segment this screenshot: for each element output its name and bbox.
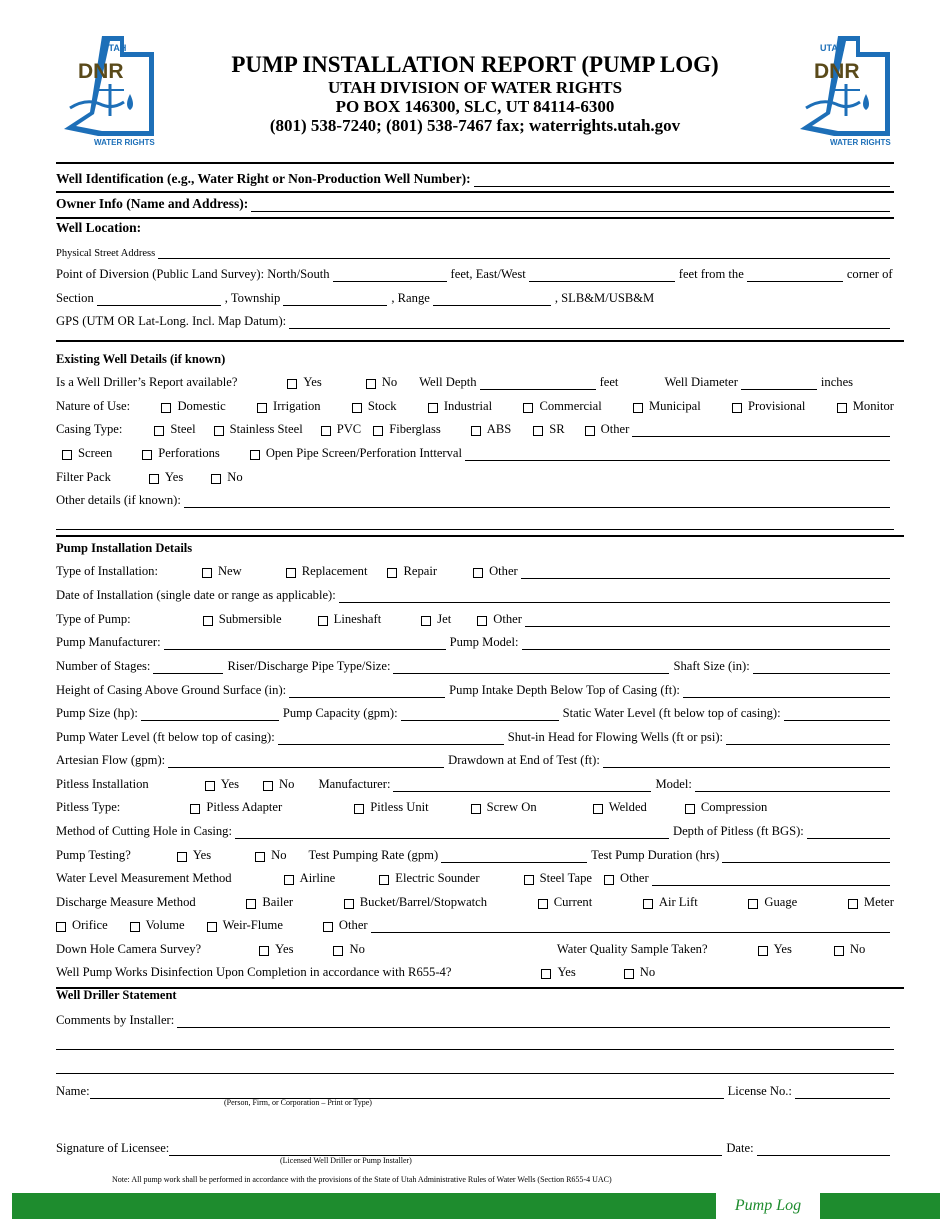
casing-other-checkbox[interactable] [585,426,595,436]
wl-other-checkbox[interactable] [604,875,614,885]
current-checkbox[interactable] [538,899,548,909]
existing-header: Existing Well Details (if known) [56,352,226,366]
compression-checkbox[interactable] [685,804,695,814]
casing-height-row: Height of Casing Above Ground Surface (in): Pump Intake Depth Below Top of Casing (ft): [56,681,894,701]
location-header: Well Location: [56,220,142,235]
guage-checkbox[interactable] [748,899,758,909]
orifice-checkbox[interactable] [56,922,66,932]
footer-label: Pump Log [734,1197,802,1214]
svg-text:DNR: DNR [78,60,124,83]
meter-checkbox[interactable] [848,899,858,909]
discharge-row-2: Orifice Volume Weir-Flume Other [56,916,894,936]
form-header [0,52,950,135]
divider [56,162,894,164]
well-depth-field[interactable] [480,389,596,390]
filter-yes-checkbox[interactable] [149,474,159,484]
other-details-field[interactable] [184,507,890,508]
pitless-manufacturer-field[interactable] [393,791,651,792]
north-south-field[interactable] [333,281,447,282]
steel-tape-checkbox[interactable] [524,875,534,885]
name-hint: (Person, Firm, or Corporation – Print or Type) [224,1098,372,1107]
air-lift-checkbox[interactable] [643,899,653,909]
section-row: Section , Township , Range , SLB&M/USB&M [56,291,655,305]
pitless-type-row: Pitless Type: Pitless Adapter Pitless Unit Screw On Welded Compression [56,800,768,814]
wl-other-field[interactable] [652,885,890,886]
artesian-flow-field[interactable] [168,767,444,768]
testing-row: Pump Testing? Yes No Test Pumping Rate (gpm) Test Pump Duration (hrs) [56,846,894,866]
intake-depth-field[interactable] [683,697,890,698]
shutin-head-field[interactable] [726,744,890,745]
pitless-unit-checkbox[interactable] [354,804,364,814]
pump-level-row: Pump Water Level (ft below top of casing): Shut-in Head for Flowing Wells (ft or psi): [56,728,894,748]
wl-method-row: Water Level Measurement Method Airline Electric Sounder Steel Tape Other [56,869,894,889]
well-diameter-field[interactable] [741,389,817,390]
pump-lineshaft-checkbox[interactable] [318,616,328,626]
pump-jet-checkbox[interactable] [421,616,431,626]
install-date-row: Date of Installation (single date or range as applicable): [56,586,894,606]
comments-line-2[interactable] [56,1049,894,1050]
report-row: Is a Well Driller’s Report available? Yes No Well Depth feet Well Diameter inches [56,375,854,389]
casing-pvc-checkbox[interactable] [321,426,331,436]
pump-level-field[interactable] [278,744,504,745]
use-commercial-checkbox[interactable] [523,403,533,413]
welded-checkbox[interactable] [593,804,603,814]
name-field[interactable] [90,1098,724,1099]
casing-steel-checkbox[interactable] [154,426,164,436]
manufacturer-row: Pump Manufacturer: Pump Model: [56,633,894,653]
pump-model-field[interactable] [522,649,891,650]
screen-checkbox[interactable] [62,450,72,460]
township-field[interactable] [283,305,387,306]
disinfection-row: Well Pump Works Disinfection Upon Completion in accordance with R655-4? Yes No [56,965,656,979]
pitless-install-row: Pitless Installation Yes No Manufacturer: Model: [56,775,894,795]
divider [56,535,904,537]
owner-row: Owner Info (Name and Address): [56,195,894,215]
camera-yes-checkbox[interactable] [259,946,269,956]
division-address: PO BOX 146300, SLC, UT 84114-6300 [335,96,615,116]
signature-row: Signature of Licensee: Date: [56,1139,894,1159]
weir-flume-checkbox[interactable] [207,922,217,932]
shaft-size-field[interactable] [753,673,890,674]
stages-row: Number of Stages: Riser/Discharge Pipe Type/Size: Shaft Size (in): [56,657,894,677]
report-yes-checkbox[interactable] [287,379,297,389]
filter-pack-row: Filter Pack Yes No [56,470,243,484]
footnote: Note: All pump work shall be performed in accordance with the provisions of the State of Utah Administrative Rules of Water Wells (Section R655-4 UAC) [112,1175,612,1184]
comments-row: Comments by Installer: [56,1011,894,1031]
pump-size-field[interactable] [141,720,279,721]
install-other-checkbox[interactable] [473,568,483,578]
pump-manufacturer-field[interactable] [164,649,446,650]
drawdown-field[interactable] [603,767,890,768]
cutting-row: Method of Cutting Hole in Casing: Depth of Pitless (ft BGS): [56,822,894,842]
pump-size-row: Pump Size (hp): Pump Capacity (gpm): Static Water Level (ft below top of casing): [56,704,894,724]
well-id-row: Well Identification (e.g., Water Right or Non-Production Well Number): [56,170,894,190]
testing-yes-checkbox[interactable] [177,852,187,862]
install-replacement-checkbox[interactable] [286,568,296,578]
signature-field[interactable] [169,1155,722,1156]
report-no-checkbox[interactable] [366,379,376,389]
pitless-depth-field[interactable] [807,838,890,839]
discharge-other-checkbox[interactable] [323,922,333,932]
use-irrigation-checkbox[interactable] [257,403,267,413]
casing-stainless-checkbox[interactable] [214,426,224,436]
section-field[interactable] [97,305,221,306]
division-name: UTAH DIVISION OF WATER RIGHTS [327,77,623,97]
install-header: Pump Installation Details [56,541,193,555]
pod-row: Point of Diversion (Public Land Survey): North/South feet, East/West feet from the corner of [56,267,893,281]
pitless-yes-checkbox[interactable] [205,781,215,791]
date-field[interactable] [757,1155,890,1156]
comments-line-3[interactable] [56,1073,894,1074]
screw-on-checkbox[interactable] [471,804,481,814]
pump-other-field[interactable] [525,626,890,627]
use-row: Nature of Use: Domestic Irrigation Stock Industrial Commercial Municipal Provisional Monitor [56,399,894,413]
pump-capacity-field[interactable] [401,720,559,721]
wq-no-checkbox[interactable] [834,946,844,956]
volume-checkbox[interactable] [130,922,140,932]
pump-other-checkbox[interactable] [477,616,487,626]
install-type-row: Type of Installation: New Replacement Repair Other [56,562,894,582]
owner-field[interactable] [251,211,890,212]
testing-no-checkbox[interactable] [255,852,265,862]
casing-row: Casing Type: Steel Stainless Steel PVC Fiberglass ABS SR Other [56,420,894,440]
gps-row: GPS (UTM OR Lat-Long. Incl. Map Datum): [56,312,894,332]
cutting-method-field[interactable] [235,838,669,839]
pitless-adapter-checkbox[interactable] [190,804,200,814]
camera-no-checkbox[interactable] [333,946,343,956]
disinfection-yes-checkbox[interactable] [541,969,551,979]
license-field[interactable] [795,1098,890,1099]
well-id-field[interactable] [474,186,890,187]
other-details-line[interactable] [56,529,894,530]
other-details-row: Other details (if known): [56,491,894,511]
svg-text:WATER RIGHTS: WATER RIGHTS [830,138,891,147]
bailer-checkbox[interactable] [246,899,256,909]
use-stock-checkbox[interactable] [352,403,362,413]
open-pipe-checkbox[interactable] [250,450,260,460]
street-field[interactable] [158,258,890,259]
divider [56,340,904,342]
camera-row: Down Hole Camera Survey? Yes No Water Quality Sample Taken? Yes No [56,942,866,956]
filter-no-checkbox[interactable] [211,474,221,484]
discharge-other-field[interactable] [371,932,890,933]
svg-text:UTAH: UTAH [102,43,127,53]
wq-yes-checkbox[interactable] [758,946,768,956]
gps-field[interactable] [289,328,890,329]
name-row: Name: License No.: [56,1082,894,1102]
corner-field[interactable] [747,281,843,282]
pitless-no-checkbox[interactable] [263,781,273,791]
form-title: PUMP INSTALLATION REPORT (PUMP LOG) [231,52,719,77]
pump-submersible-checkbox[interactable] [203,616,213,626]
install-date-field[interactable] [339,602,890,603]
riser-field[interactable] [393,673,669,674]
range-field[interactable] [433,305,551,306]
street-row: Physical Street Address [56,242,894,262]
casing-sr-checkbox[interactable] [533,426,543,436]
driller-header: Well Driller Statement [56,988,177,1002]
division-contact: (801) 538-7240; (801) 538-7467 fax; waterrights.utah.gov [269,115,681,135]
screen-row: Screen Perforations Open Pipe Screen/Perforation Intterval [56,444,894,464]
discharge-row: Discharge Measure Method Bailer Bucket/Barrel/Stopwatch Current Air Lift Guage Meter [56,895,894,909]
static-level-field[interactable] [784,720,890,721]
casing-abs-checkbox[interactable] [471,426,481,436]
install-repair-checkbox[interactable] [387,568,397,578]
test-duration-field[interactable] [722,862,890,863]
artesian-row: Artesian Flow (gpm): Drawdown at End of Test (ft): [56,751,894,771]
divider [56,191,894,193]
install-new-checkbox[interactable] [202,568,212,578]
use-monitor-checkbox[interactable] [837,403,847,413]
bucket-checkbox[interactable] [344,899,354,909]
open-pipe-field[interactable] [465,460,890,461]
stages-field[interactable] [153,673,223,674]
disinfection-no-checkbox[interactable] [624,969,634,979]
pitless-model-field[interactable] [695,791,890,792]
casing-height-field[interactable] [289,697,445,698]
test-rate-field[interactable] [441,862,587,863]
use-provisional-checkbox[interactable] [732,403,742,413]
use-municipal-checkbox[interactable] [633,403,643,413]
use-domestic-checkbox[interactable] [161,403,171,413]
casing-fiberglass-checkbox[interactable] [373,426,383,436]
airline-checkbox[interactable] [284,875,294,885]
install-other-field[interactable] [521,578,890,579]
perforations-checkbox[interactable] [142,450,152,460]
svg-text:WATER RIGHTS: WATER RIGHTS [94,138,155,147]
comments-field[interactable] [177,1027,890,1028]
signature-hint: (Licensed Well Driller or Pump Installer) [280,1156,412,1165]
use-industrial-checkbox[interactable] [428,403,438,413]
svg-text:DNR: DNR [814,60,860,83]
casing-other-field[interactable] [632,436,890,437]
east-west-field[interactable] [529,281,675,282]
pump-type-row: Type of Pump: Submersible Lineshaft Jet Other [56,610,894,630]
electric-sounder-checkbox[interactable] [379,875,389,885]
svg-text:UTAH: UTAH [820,43,845,53]
